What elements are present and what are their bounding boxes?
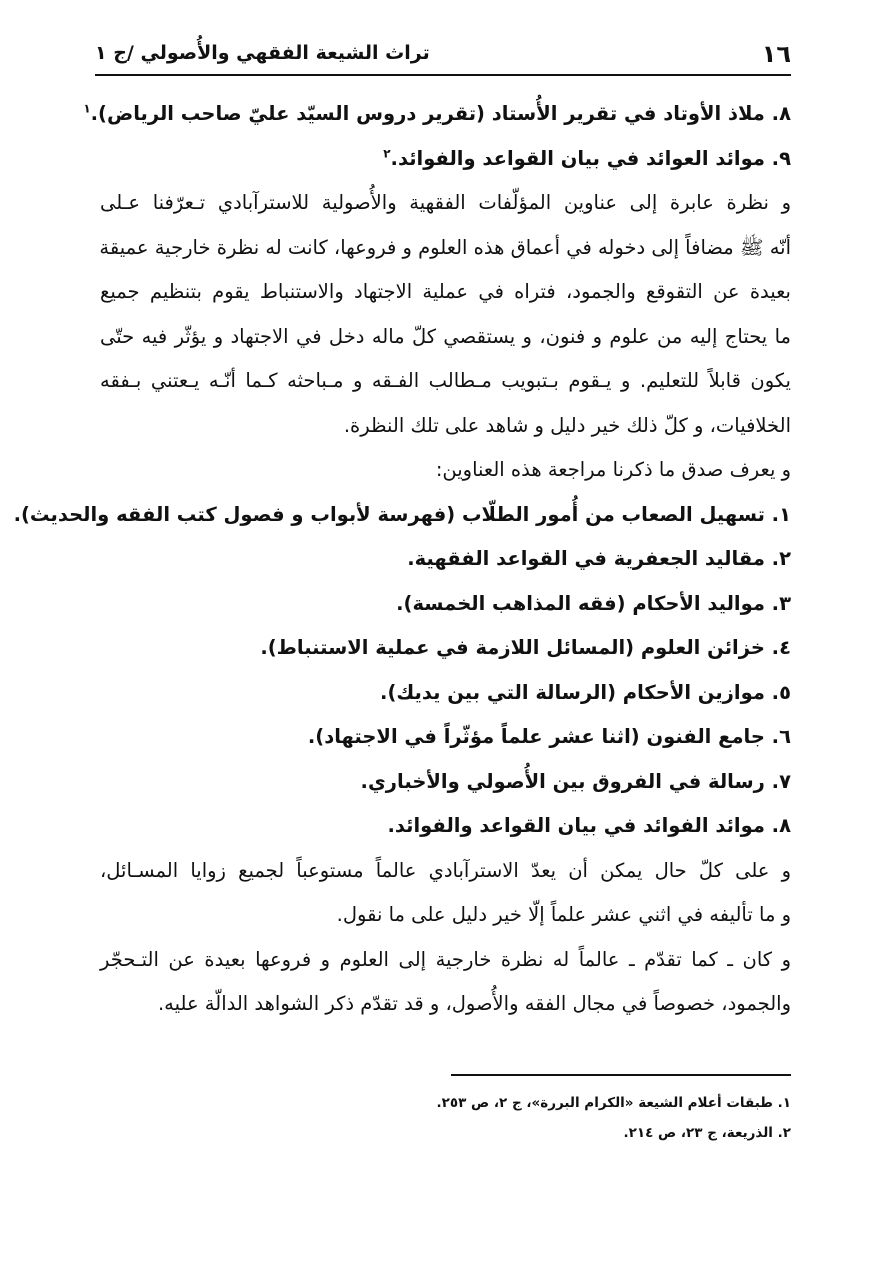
footnote-divider [451,1074,791,1076]
list-item: ١. تسهيل الصعاب من أُمور الطلّاب (فهرسة لأبواب و فصول كتب الفقه والحديث). [13,502,791,526]
list-item: ٩. موائد العوائد في بيان القواعد والفوائد.$^٢$ [383,146,791,170]
page-header [95,38,791,76]
running-title: تراث الشيعة الفقهي والأُصولي /ج ١ [95,42,430,64]
paragraph-line: الخلافيات، و كلّ ذلك خير دليل و شاهد على تلك النظرة. [343,413,791,437]
list-item: ٧. رسالة في الفروق بين الأُصولي والأخباري. [360,769,791,793]
paragraph-line: و نظرة عابرة إلى عناوين المؤلّفات الفقهية والأُصولية للاسترآبادي تـعرّفنا عـلى [100,191,791,214]
list-item: ٢. مقاليد الجعفرية في القواعد الفقهية. [407,547,791,570]
paragraph-line: ما يحتاج إليه من علوم و فنون، و يستقصي كلّ ماله دخل في الاجتهاد و يؤثّر فيه حتّى [100,324,791,348]
paragraph-line: و على كلّ حال يمكن أن يعدّ الاسترآبادي عالماً مستوعباً لجميع زوايا المسـائل، [100,858,791,882]
paragraph-line: يكون قابلاً للتعليم. و يـقوم بـتبويب مـطالب الفـقه و مـباحثه كـما أنّـه يـعتني بـفقه [100,369,791,392]
intro-line: و يعرف صدق ما ذكرنا مراجعة هذه العناوين: [435,458,791,481]
paragraph-line: أنّه ﷺ مضافاً إلى دخوله في أعماق هذه العلوم و فروعها، كانت له نظرة خارجية عميقة [99,235,791,259]
list-item: ٦. جامع الفنون (اثنا عشر علماً مؤثّراً في الاجتهاد). [307,725,791,748]
footnote-reference[interactable]: ٢ [383,146,391,160]
list-item: ٥. موازين الأحكام (الرسالة التي بين يديك). [380,680,791,704]
paragraph-line: والجمود، خصوصاً في مجال الفقه والأُصول، و قد تقدّم ذكر الشواهد الدالّة عليه. [157,992,791,1015]
footnote: ٢. الذريعة، ج ٢٣، ص ٢١٤. [623,1125,791,1141]
main-text [13,92,791,1027]
footnotes [100,1088,791,1148]
list-item: ٤. خزائن العلوم (المسائل اللازمة في عملية الاستنباط). [260,636,791,659]
list-item: ٣. مواليد الأحكام (فقه المذاهب الخمسة). [396,591,791,615]
paragraph-line: و ما تأليفه في اثني عشر علماً إلّا خير دليل على ما نقول. [336,903,791,926]
footnote: ١. طبقات أعلام الشيعة «الكرام البررة»، ج ٢، ص ٢٥٣. [436,1095,791,1111]
paragraph-line: بعيدة عن التقوقع والجمود، فتراه في عملية الاجتهاد والاستنباط يقوم بتنظيم جميع [100,280,791,303]
list-item: ٨. ملاذ الأوتاد في تقرير الأُستاد (تقرير دروس السيّد عليّ صاحب الرياض).$^١$ [83,101,791,125]
paragraph-line: و كان ـ كما تقدّم ـ عالماً له نظرة خارجية إلى العلوم و فروعها بعيدة عن التـحجّر [100,947,791,971]
page-number: ١٦ [761,40,791,68]
footnote-reference[interactable]: ١ [83,101,91,116]
list-item: ٨. موائد الفوائد في بيان القواعد والفوائد. [387,814,791,837]
